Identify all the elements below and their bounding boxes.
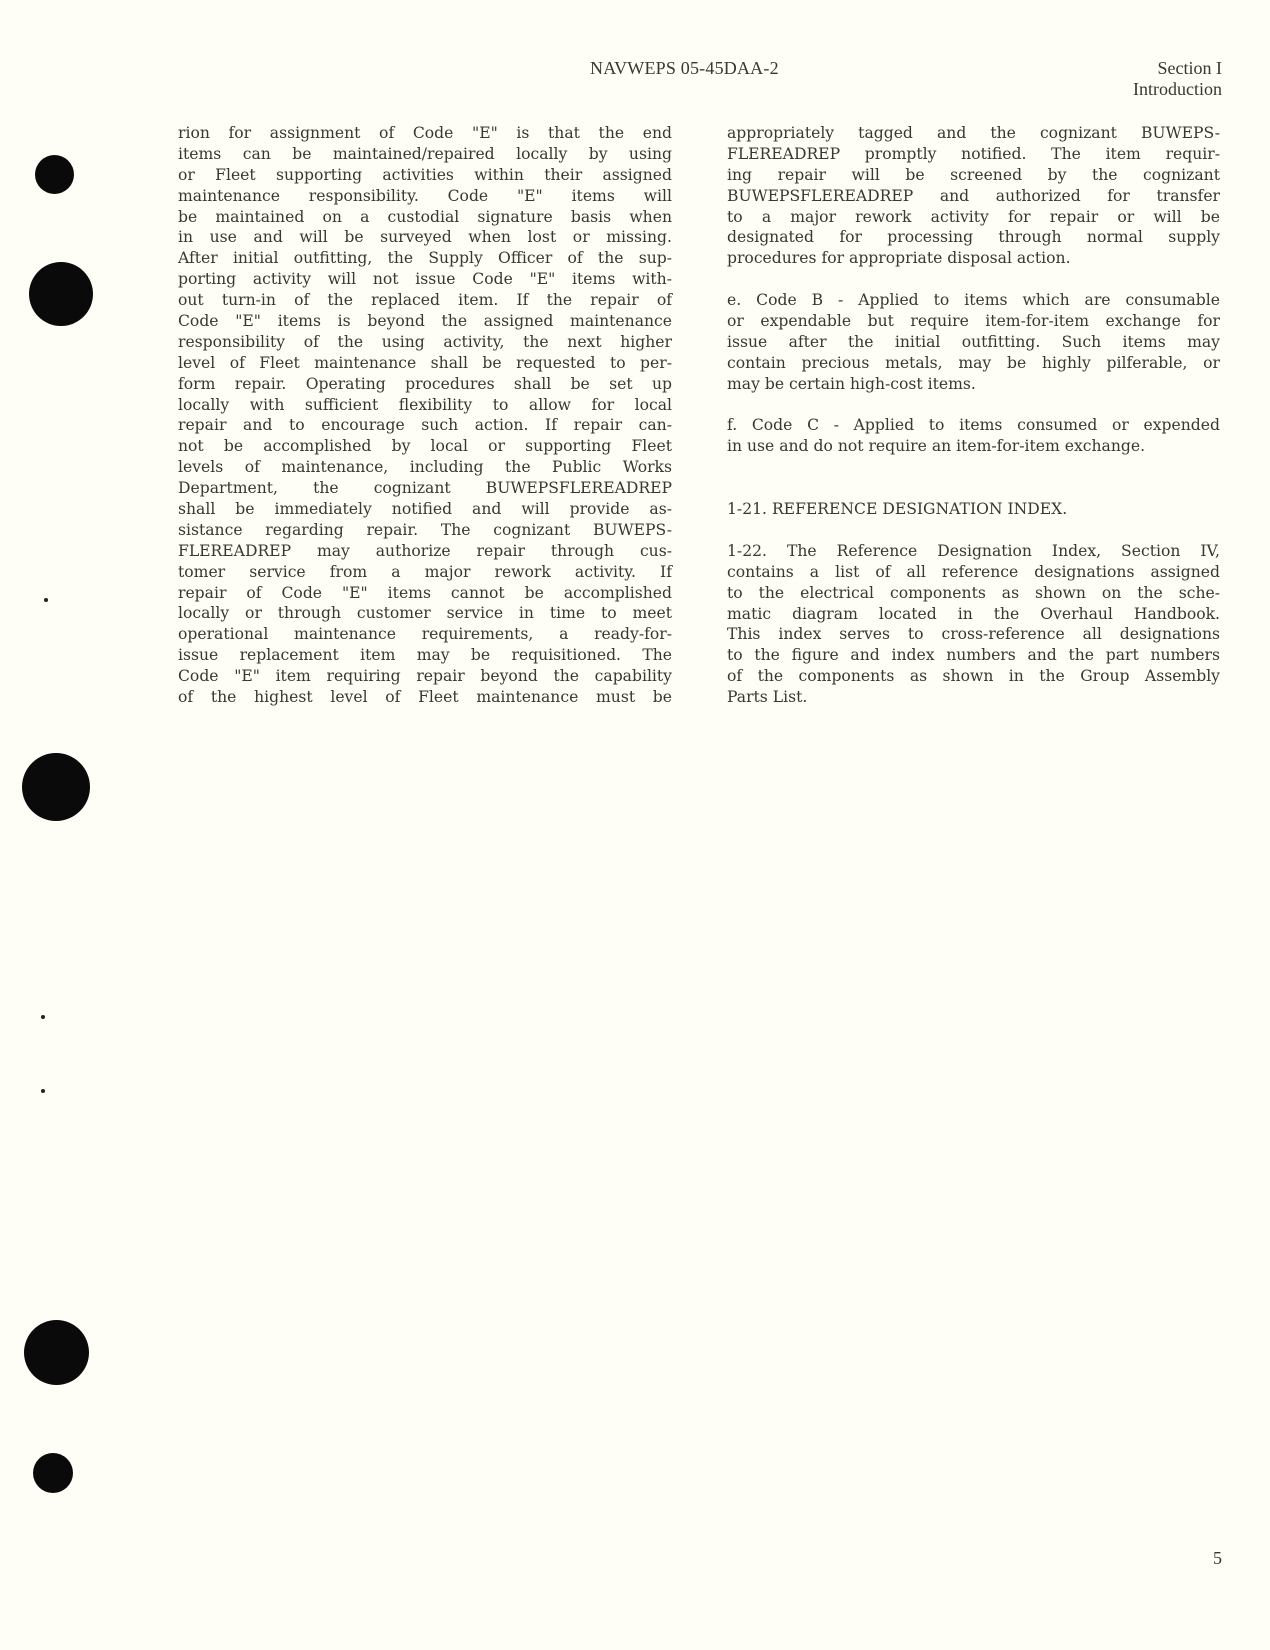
text-line: items can be maintained/repaired locally by using xyxy=(178,144,672,163)
text-line: 1-22. The Reference Designation Index, Section IV, xyxy=(727,541,1220,560)
left-column xyxy=(178,123,672,729)
code-b-paragraph xyxy=(727,290,1220,394)
margin-speck-2 xyxy=(41,1015,45,1019)
text-line: responsibility of the using activity, the next higher xyxy=(178,332,672,351)
text-line: repair of Code "E" items cannot be accomplished xyxy=(178,583,672,602)
text-line: form repair. Operating procedures shall be set up xyxy=(178,374,672,393)
binder-hole-3 xyxy=(22,753,90,821)
text-line: BUWEPSFLEREADREP and authorized for transfer xyxy=(727,186,1220,205)
text-line: to the electrical components as shown on the sche- xyxy=(727,583,1220,602)
text-line: levels of maintenance, including the Public Works xyxy=(178,458,672,477)
text-line: locally with sufficient flexibility to allow for local xyxy=(178,395,672,414)
text-line: may be certain high-cost items. xyxy=(727,374,976,393)
text-line: issue replacement item may be requisitioned. The xyxy=(178,646,672,665)
text-line: Code "E" items is beyond the assigned maintenance xyxy=(178,312,672,331)
binder-hole-4 xyxy=(24,1320,89,1385)
text-line: repair and to encourage such action. If repair can- xyxy=(178,416,672,435)
text-line: ing repair will be screened by the cognizant xyxy=(727,165,1220,184)
text-line: of the components as shown in the Group Assembly xyxy=(727,667,1220,686)
text-line: tomer service from a major rework activity. If xyxy=(178,562,672,581)
text-line: f. Code C - Applied to items consumed or expended xyxy=(727,416,1220,435)
code-c-paragraph xyxy=(727,415,1220,457)
text-line: to the figure and index numbers and the part numbers xyxy=(727,646,1220,665)
text-line: After initial outfitting, the Supply Officer of the sup- xyxy=(178,249,672,268)
section-header xyxy=(1133,58,1222,100)
text-line: shall be immediately notified and will provide as- xyxy=(178,500,672,519)
text-line: Parts List. xyxy=(727,688,808,707)
text-line: level of Fleet maintenance shall be requested to per- xyxy=(178,353,672,372)
text-line: This index serves to cross-reference all designations xyxy=(727,625,1220,644)
text-line: locally or through customer service in time to meet xyxy=(178,604,672,623)
document-number: NAVWEPS 05-45DAA-2 xyxy=(590,58,779,78)
text-line: contains a list of all reference designations assigned xyxy=(727,562,1220,581)
text-line: be maintained on a custodial signature basis when xyxy=(178,207,672,226)
text-line: FLEREADREP promptly notified. The item requir- xyxy=(727,144,1220,163)
text-line: maintenance responsibility. Code "E" items will xyxy=(178,186,672,205)
text-line: not be accomplished by local or supporting Fleet xyxy=(178,437,672,456)
text-line: sistance regarding repair. The cognizant BUWEPS- xyxy=(178,520,672,539)
text-line: procedures for appropriate disposal action. xyxy=(727,249,1071,268)
binder-hole-1 xyxy=(35,155,74,194)
reference-designation-paragraph xyxy=(727,541,1220,708)
section-heading-1-21: 1-21. REFERENCE DESIGNATION INDEX. xyxy=(727,500,1068,519)
text-line: Department, the cognizant BUWEPSFLEREADREP xyxy=(178,479,672,498)
text-line: in use and will be surveyed when lost or missing. xyxy=(178,228,672,247)
text-line: matic diagram located in the Overhaul Handbook. xyxy=(727,604,1220,623)
code-e-paragraph-end xyxy=(727,123,1220,269)
text-line: porting activity will not issue Code "E" items with- xyxy=(178,270,672,289)
binder-hole-2 xyxy=(29,262,93,326)
text-line: FLEREADREP may authorize repair through cus- xyxy=(178,541,672,560)
text-line: designated for processing through normal supply xyxy=(727,228,1220,247)
text-line: Code "E" item requiring repair beyond the capability xyxy=(178,667,672,686)
text-line: of the highest level of Fleet maintenance must be xyxy=(178,688,672,707)
section-title: Introduction xyxy=(1133,79,1222,99)
text-line: in use and do not require an item-for-item exchange. xyxy=(727,437,1146,456)
text-line: out turn-in of the replaced item. If the repair of xyxy=(178,291,672,310)
right-column xyxy=(727,123,1220,729)
code-e-paragraph-continued xyxy=(178,123,672,708)
text-line: rion for assignment of Code "E" is that the end xyxy=(178,124,672,142)
margin-speck-3 xyxy=(41,1089,45,1093)
text-line: e. Code B - Applied to items which are consumable xyxy=(727,291,1220,310)
text-line: to a major rework activity for repair or will be xyxy=(727,207,1220,226)
text-line: issue after the initial outfitting. Such items may xyxy=(727,332,1220,351)
section-label: Section I xyxy=(1157,58,1222,78)
binder-hole-5 xyxy=(33,1453,73,1493)
text-line: appropriately tagged and the cognizant BUWEPS- xyxy=(727,124,1220,142)
text-line: operational maintenance requirements, a ready-for- xyxy=(178,625,672,644)
text-line: contain precious metals, may be highly pilferable, or xyxy=(727,353,1220,372)
text-line: or expendable but require item-for-item exchange for xyxy=(727,312,1220,331)
text-line: or Fleet supporting activities within their assigned xyxy=(178,165,672,184)
margin-speck-1 xyxy=(44,598,48,602)
page-number: 5 xyxy=(1213,1548,1222,1568)
